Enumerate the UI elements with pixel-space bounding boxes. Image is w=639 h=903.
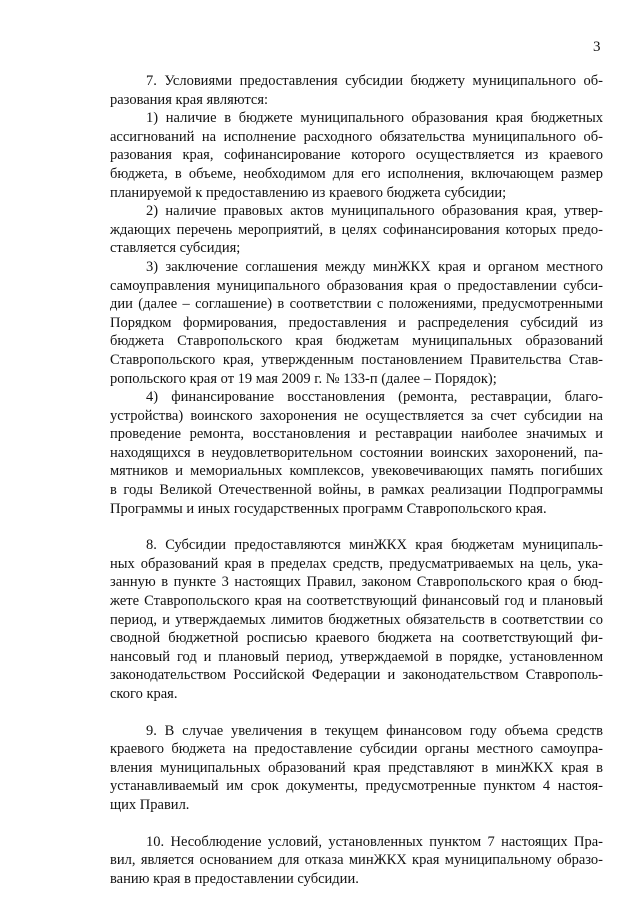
text-line: устройства) воинского захоронения не осуществляется за счет субсидии на bbox=[110, 407, 603, 424]
paragraph-9 bbox=[110, 722, 603, 815]
paragraph-spacer bbox=[110, 815, 603, 833]
text-line: 7. Условиями предоставления субсидии бюджету муниципального об- bbox=[146, 73, 603, 89]
text-line: бюджета, в объеме, необходимом для его исполнения, включающем размер bbox=[110, 165, 603, 182]
text-line: в годы Великой Отечественной войны, в рамках реализации Подпрограммы bbox=[110, 482, 603, 499]
text-line: щих Правил. bbox=[110, 796, 190, 813]
text-line: разования края являются: bbox=[110, 91, 269, 108]
paragraph-8 bbox=[110, 536, 603, 703]
text-line: законодательством Российской Федерации и законодательством Ставрополь- bbox=[110, 667, 603, 684]
text-line: дии (далее – соглашение) в соответствии с положениями, предусмотренными bbox=[110, 296, 603, 313]
text-line: бюджета Ставропольского края бюджетам муниципальных образований bbox=[110, 333, 603, 350]
text-line: период, и утверждаемых лимитов бюджетных обязательств в соответствии со bbox=[110, 611, 603, 628]
text-line: вил, является основанием для отказа минЖКХ края муниципальному образо- bbox=[110, 852, 603, 869]
paragraph-10 bbox=[110, 833, 603, 889]
text-line: проведение ремонта, восстановления и реставрации наиболее значимых и bbox=[110, 426, 603, 443]
text-line: Программы и иных государственных программ Ставропольского края. bbox=[110, 500, 547, 517]
text-line: Порядком формирования, предоставления и распределения субсидий из bbox=[110, 314, 603, 331]
page-number: 3 bbox=[593, 39, 601, 55]
text-line: 1) наличие в бюджете муниципального образования края бюджетных bbox=[146, 110, 603, 127]
text-line: вления муниципальных образований края представляют в минЖКХ края в bbox=[110, 759, 603, 776]
text-line: мятников и мемориальных комплексов, увековечивающих память погибших bbox=[110, 463, 603, 480]
text-line: ассигнований на исполнение расходного обязательства муниципального об- bbox=[110, 128, 603, 145]
text-line: ропольского края от 19 мая 2009 г. № 133-п (далее – Порядок); bbox=[110, 370, 497, 387]
paragraph-7-1 bbox=[110, 109, 603, 202]
paragraph-7-4 bbox=[110, 388, 603, 518]
text-line: устанавливаемый им срок документы, предусмотренные пунктом 4 настоя- bbox=[110, 778, 603, 795]
paragraph-7-2 bbox=[110, 202, 603, 258]
text-line: краевого бюджета на предоставление субсидии органы местного самоупра- bbox=[110, 741, 603, 758]
text-line: находящихся в неудовлетворительном состоянии воинских захоронений, па- bbox=[110, 444, 603, 461]
text-line: ставляется субсидия; bbox=[110, 240, 241, 257]
paragraph-spacer bbox=[110, 704, 603, 722]
text-line: ванию края в предоставлении субсидии. bbox=[110, 870, 359, 887]
text-line: 2) наличие правовых актов муниципального образования края, утвер- bbox=[146, 203, 603, 220]
text-line: планируемой к предоставлению из краевого бюджета субсидии; bbox=[110, 184, 507, 201]
text-line: 4) финансирование восстановления (ремонта, реставрации, благо- bbox=[146, 389, 603, 406]
text-line: разования края, софинансирование которого осуществляется из краевого bbox=[110, 147, 603, 164]
text-line: ского края. bbox=[110, 686, 178, 702]
text-line: ждающих перечень мероприятий, в целях софинансирования которых предо- bbox=[110, 221, 603, 238]
paragraph-7 bbox=[110, 72, 603, 109]
text-line: самоуправления муниципального образования края о предоставлении субси- bbox=[110, 277, 603, 294]
text-line: 3) заключение соглашения между минЖКХ края и органом местного bbox=[146, 258, 603, 275]
text-line: Ставропольского края, утвержденным постановлением Правительства Став- bbox=[110, 351, 603, 368]
text-line: сводной бюджетной росписью краевого бюджета на соответствующий фи- bbox=[110, 630, 603, 647]
text-line: занную в пункте 3 настоящих Правил, законом Ставропольского края о бюд- bbox=[110, 574, 603, 591]
paragraph-spacer bbox=[110, 518, 603, 536]
text-line: 9. В случае увеличения в текущем финансовом году объема средств bbox=[146, 722, 603, 739]
text-line: жете Ставропольского края на соответствующий финансовый год и плановый bbox=[110, 593, 603, 610]
text-line: нансовый год и плановый период, утверждаемой в порядке, установленном bbox=[110, 648, 603, 665]
text-line: 10. Несоблюдение условий, установленных пунктом 7 настоящих Пра- bbox=[146, 833, 603, 850]
paragraph-7-3 bbox=[110, 258, 603, 388]
document-body bbox=[110, 72, 603, 888]
text-line: 8. Субсидии предоставляются минЖКХ края бюджетам муниципаль- bbox=[146, 537, 603, 554]
text-line: ных образований края в пределах средств, предусматриваемых на цель, ука- bbox=[110, 555, 603, 572]
